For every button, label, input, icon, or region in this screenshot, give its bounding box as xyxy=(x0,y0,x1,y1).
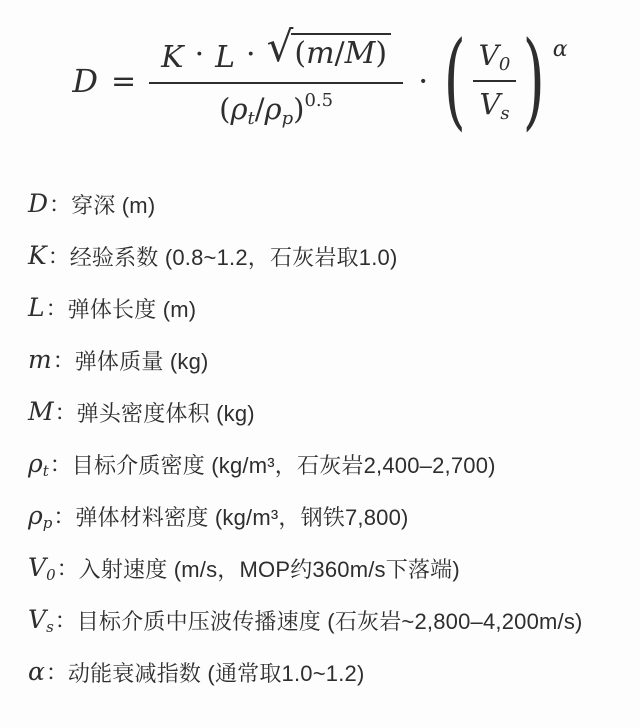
subscript-0: 0 xyxy=(498,53,511,75)
velocity-ratio-term xyxy=(443,19,568,143)
definition-colon: ： xyxy=(45,296,68,321)
radical-sign-icon: √ xyxy=(266,22,294,71)
open-paren: ( xyxy=(219,92,231,126)
subscript-s: s xyxy=(500,102,510,124)
definition-text: 目标介质中压波传播速度 (石灰岩~2,800–4,200m/s) xyxy=(76,608,583,634)
equals-sign: = xyxy=(111,63,137,99)
main-fraction-denominator xyxy=(219,84,333,129)
definition-symbol: D： xyxy=(28,189,72,218)
definition-colon: ： xyxy=(49,192,72,217)
coefficient-K: K xyxy=(161,40,184,75)
definition-list xyxy=(28,178,640,698)
definition-symbol: $\rho_p$： xyxy=(28,501,76,532)
formula-sheet-page xyxy=(0,20,640,728)
length-L: L xyxy=(215,40,236,75)
close-paren: ) xyxy=(293,92,305,126)
subscript-t: t xyxy=(247,108,255,129)
multiplication-dot: · xyxy=(418,62,429,100)
penetration-depth-formula xyxy=(0,20,640,142)
formula-lhs-symbol: D xyxy=(72,62,99,100)
close-paren: ) xyxy=(375,36,388,71)
definition-row-rho-t xyxy=(28,438,640,490)
rho-target-symbol: ρ xyxy=(230,92,248,126)
velocity-fraction-denominator xyxy=(479,82,509,124)
definition-colon: ： xyxy=(54,400,77,425)
definition-row-k xyxy=(28,230,640,282)
definition-text: 弹体材料密度 (kg/m³，钢铁7,800) xyxy=(75,504,409,530)
definition-symbol: K： xyxy=(28,241,70,270)
subscript-p: p xyxy=(281,108,294,129)
definition-text: 经验系数 (0.8~1.2，石灰岩取1.0) xyxy=(69,244,398,270)
definition-symbol: $V_s$： xyxy=(28,605,77,636)
definition-symbol: M： xyxy=(28,397,77,426)
definition-colon: ： xyxy=(54,608,77,633)
radicand xyxy=(291,33,391,71)
open-paren: ( xyxy=(294,36,307,71)
exponent-0-5: 0.5 xyxy=(304,90,334,111)
definition-colon: ： xyxy=(49,452,72,477)
vs-symbol: V xyxy=(479,86,501,121)
velocity-fraction-numerator xyxy=(473,39,517,82)
slash: / xyxy=(254,92,265,126)
definition-text: 目标介质密度 (kg/m³，石灰岩2,400–2,700) xyxy=(71,452,496,478)
definition-row-d xyxy=(28,178,640,230)
main-fraction-numerator xyxy=(149,22,403,84)
square-root-term xyxy=(266,22,391,75)
definition-row-m-upper xyxy=(28,386,640,438)
velocity-fraction xyxy=(473,39,517,124)
big-close-paren: ) xyxy=(522,19,546,143)
definition-text: 入射速度 (m/s，MOP约360m/s下落端) xyxy=(78,556,460,582)
definition-row-v0 xyxy=(28,542,640,594)
definition-colon: ： xyxy=(47,244,70,269)
definition-colon: ： xyxy=(53,504,76,529)
definition-symbol: L： xyxy=(28,293,68,322)
definition-row-vs xyxy=(28,594,640,646)
mass-M: M xyxy=(344,36,376,71)
multiplication-dot: · xyxy=(246,37,256,72)
definition-colon: ： xyxy=(45,660,68,685)
definition-text: 弹体长度 (m) xyxy=(67,296,197,322)
definition-text: 动能衰减指数 (通常取1.0~1.2) xyxy=(67,660,365,686)
definition-symbol: $\rho_t$： xyxy=(28,449,72,480)
definition-row-m-lower xyxy=(28,334,640,386)
slash: / xyxy=(334,36,345,71)
definition-row-l xyxy=(28,282,640,334)
mass-m: m xyxy=(306,36,335,71)
definition-text: 穿深 (m) xyxy=(71,192,156,218)
definition-symbol: $V_0$： xyxy=(28,553,79,584)
definition-text: 弹头密度体积 (kg) xyxy=(76,400,255,426)
definition-row-rho-p xyxy=(28,490,640,542)
v0-symbol: V xyxy=(478,38,499,72)
definition-symbol: m： xyxy=(28,345,75,374)
definition-colon: ： xyxy=(56,556,79,581)
big-open-paren: ( xyxy=(443,19,467,143)
main-fraction xyxy=(149,22,403,129)
definition-row-alpha xyxy=(28,646,640,698)
multiplication-dot: · xyxy=(194,37,205,72)
alpha-exponent: α xyxy=(552,36,568,62)
definition-colon: ： xyxy=(52,348,75,373)
definition-text: 弹体质量 (kg) xyxy=(74,348,209,374)
definition-symbol: α： xyxy=(28,657,68,686)
rho-projectile-symbol: ρ xyxy=(264,92,282,126)
